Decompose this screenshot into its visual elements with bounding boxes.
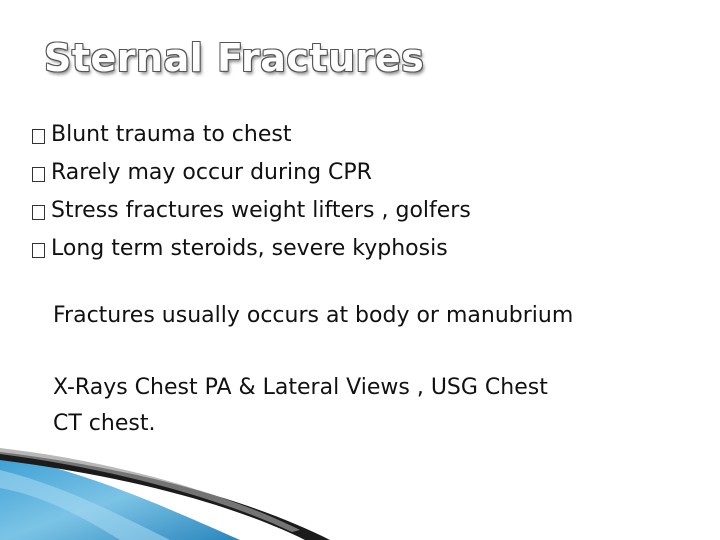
bullet-text: Rarely may occur during CPR [51,160,372,185]
imaging-line-2: CT chest. [53,411,156,436]
slide-title: Sternal Fractures [44,36,425,80]
fracture-location-text: Fractures usually occurs at body or manubrium [53,303,574,328]
bullet-text: Long term steroids, severe kyphosis [51,236,448,261]
bullet-text: Stress fractures weight lifters , golfers [51,198,471,223]
imaging-line-1: X-Rays Chest PA & Lateral Views , USG Chest [53,375,548,400]
bullet-text: Blunt trauma to chest [51,122,292,147]
